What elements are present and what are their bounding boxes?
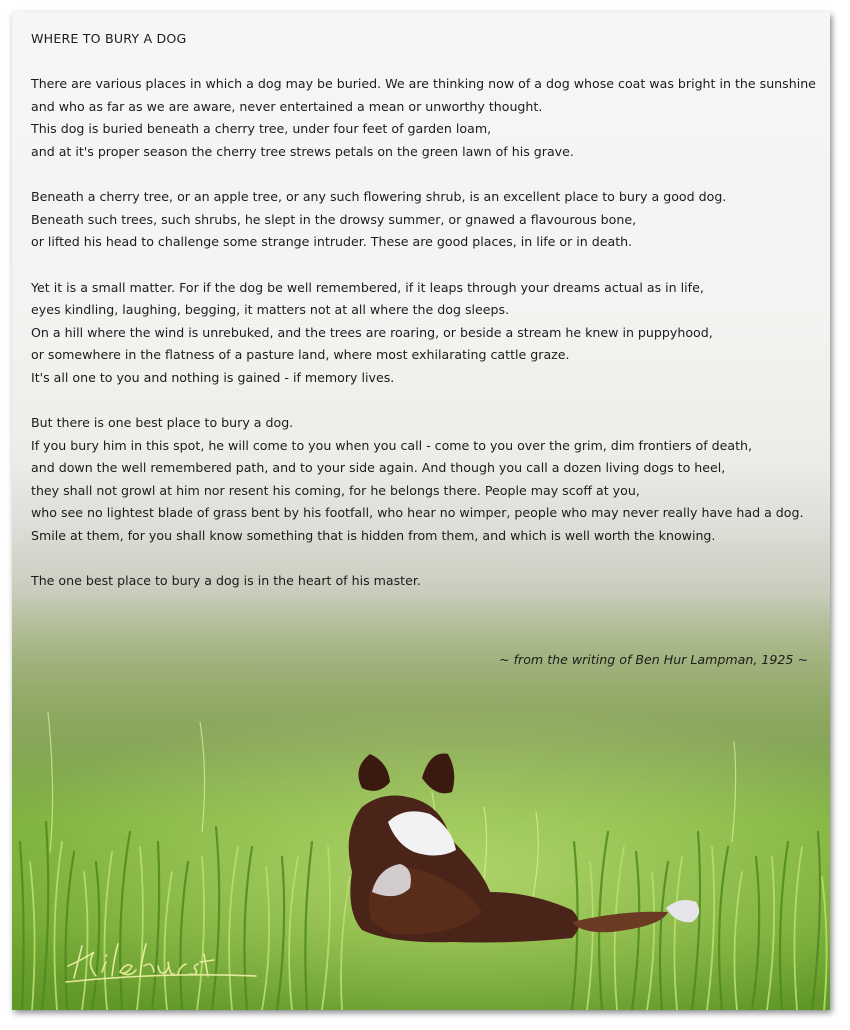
poem-line: It's all one to you and nothing is gained - if memory lives. <box>31 369 395 385</box>
poem-stanza-2 <box>31 186 821 254</box>
poem-attribution: ~ from the writing of Ben Hur Lampman, 1925 ~ <box>499 652 808 667</box>
poem-line: or lifted his head to challenge some strange intruder. These are good places, in life or in death. <box>31 234 633 250</box>
poem-stanza-5 <box>31 570 821 593</box>
signature-logo <box>60 932 260 992</box>
poem-line: and who as far as we are aware, never entertained a mean or unworthy thought. <box>31 98 543 114</box>
poem-line: But there is one best place to bury a dog. <box>31 415 294 431</box>
poem-card <box>12 12 830 1010</box>
poem-line: Yet it is a small matter. For if the dog be well remembered, if it leaps through your dreams actual as in life, <box>31 279 704 295</box>
poem-stanza-1 <box>31 73 821 163</box>
poem-line: who see no lightest blade of grass bent by his footfall, who hear no wimper, people who may never really have had a dog. <box>31 505 804 521</box>
poem-line: Beneath a cherry tree, or an apple tree, or any such flowering shrub, is an excellent place to bury a good dog. <box>31 189 727 205</box>
poem-text <box>31 28 821 593</box>
poem-line: If you bury him in this spot, he will come to you when you call - come to you over the grim, dim frontiers of death, <box>31 437 753 453</box>
poem-line: and at it's proper season the cherry tree strews petals on the green lawn of his grave. <box>31 143 574 159</box>
poem-line: Smile at them, for you shall know something that is hidden from them, and which is well worth the knowing. <box>31 528 716 544</box>
poem-line: eyes kindling, laughing, begging, it matters not at all where the dog sleeps. <box>31 302 510 318</box>
poem-line: they shall not growl at him nor resent his coming, for he belongs there. People may scoff at you, <box>31 482 640 498</box>
poem-line: or somewhere in the flatness of a pasture land, where most exhilarating cattle graze. <box>31 347 570 363</box>
poem-line: Beneath such trees, such shrubs, he slept in the drowsy summer, or gnawed a flavourous bone, <box>31 211 637 227</box>
poem-stanza-3 <box>31 277 821 390</box>
poem-stanza-4 <box>31 412 821 548</box>
poem-line: There are various places in which a dog may be buried. We are thinking now of a dog whose coat was bright in the sunshine <box>31 76 816 92</box>
poem-line: On a hill where the wind is unrebuked, and the trees are roaring, or beside a stream he knew in puppyhood, <box>31 324 713 340</box>
poem-line: and down the well remembered path, and to your side again. And though you call a dozen living dogs to heel, <box>31 460 726 476</box>
poem-title: WHERE TO BURY A DOG <box>31 31 187 46</box>
poem-line: The one best place to bury a dog is in the heart of his master. <box>31 573 421 589</box>
poem-line: This dog is buried beneath a cherry tree, under four feet of garden loam, <box>31 121 492 137</box>
